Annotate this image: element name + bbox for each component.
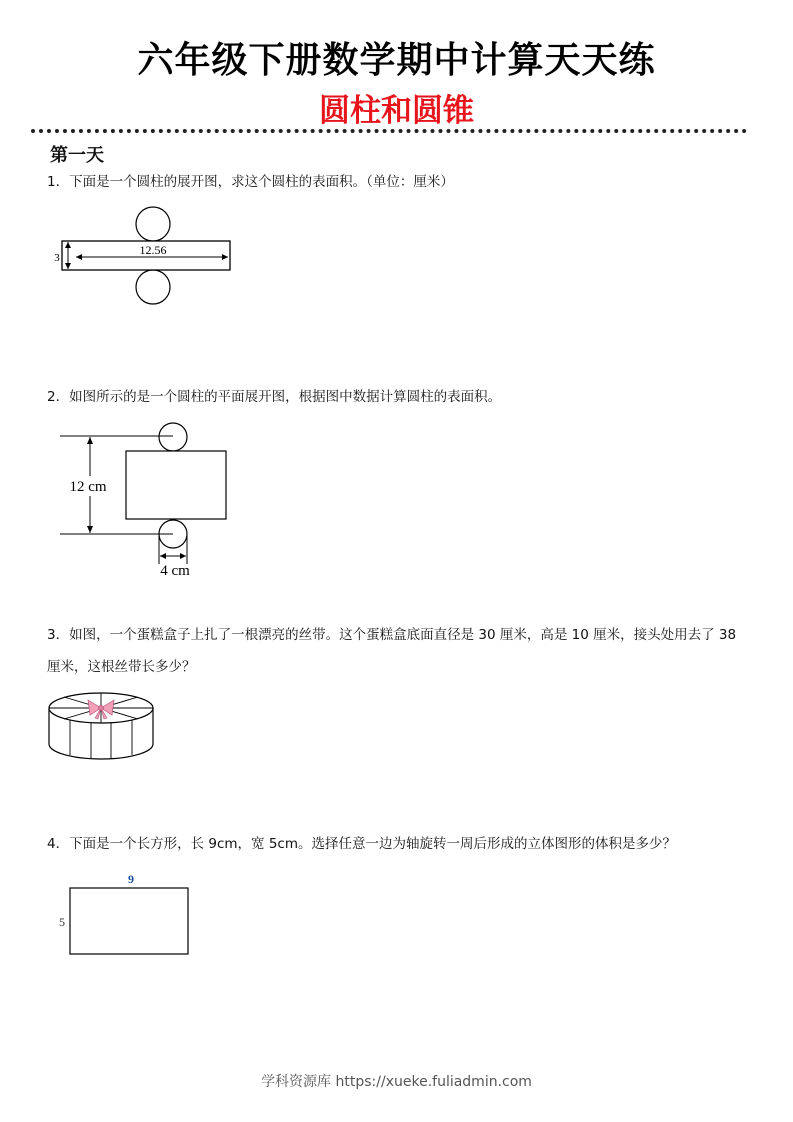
cake-box-figure — [46, 688, 156, 763]
diameter-label: 4 cm — [160, 563, 190, 579]
page-title: 六年级下册数学期中计算天天练 — [137, 40, 656, 81]
length-label: 9 — [128, 872, 134, 886]
footer-source: 学科资源库 https://xueke.fuliadmin.com — [261, 1074, 532, 1090]
height-arrow-bottom — [87, 526, 93, 533]
height-arrow-top — [87, 437, 93, 444]
cylinder-net-figure-2 — [55, 420, 245, 585]
question-2-text: 2．如图所示的是一个圆柱的平面展开图，根据图中数据计算圆柱的表面积。 — [47, 389, 502, 405]
top-circle — [159, 423, 187, 451]
dotted-divider — [31, 129, 747, 133]
question-4-text: 4．下面是一个长方形，长 9cm，宽 5cm。选择任意一边为轴旋转一周后形成的立体图形的体积是多少？ — [47, 836, 676, 852]
question-3-text: 3．如图，一个蛋糕盒子上扎了一根漂亮的丝带。这个蛋糕盒底面直径是 30 厘米，高是 10 厘米，接头处用去了 38 厘米，这根丝带长多少？ — [47, 627, 737, 675]
lateral-rectangle — [126, 451, 226, 519]
cylinder-net-figure-1 — [50, 200, 250, 310]
width-label: 12.56 — [139, 243, 167, 257]
diameter-arrow-right — [180, 553, 186, 559]
rectangle-figure — [55, 870, 195, 960]
question-1-text: 1．下面是一个圆柱的展开图，求这个圆柱的表面积。（单位：厘米） — [47, 174, 454, 190]
height-label: 3 — [54, 252, 60, 264]
diameter-arrow-left — [160, 553, 166, 559]
top-circle — [136, 207, 170, 241]
bottom-circle — [136, 270, 170, 304]
page-subtitle: 圆柱和圆锥 — [319, 93, 474, 129]
width-label: 5 — [59, 915, 65, 929]
day-title: 第一天 — [50, 145, 104, 166]
rectangle — [70, 888, 188, 954]
height-label: 12 cm — [69, 479, 107, 495]
